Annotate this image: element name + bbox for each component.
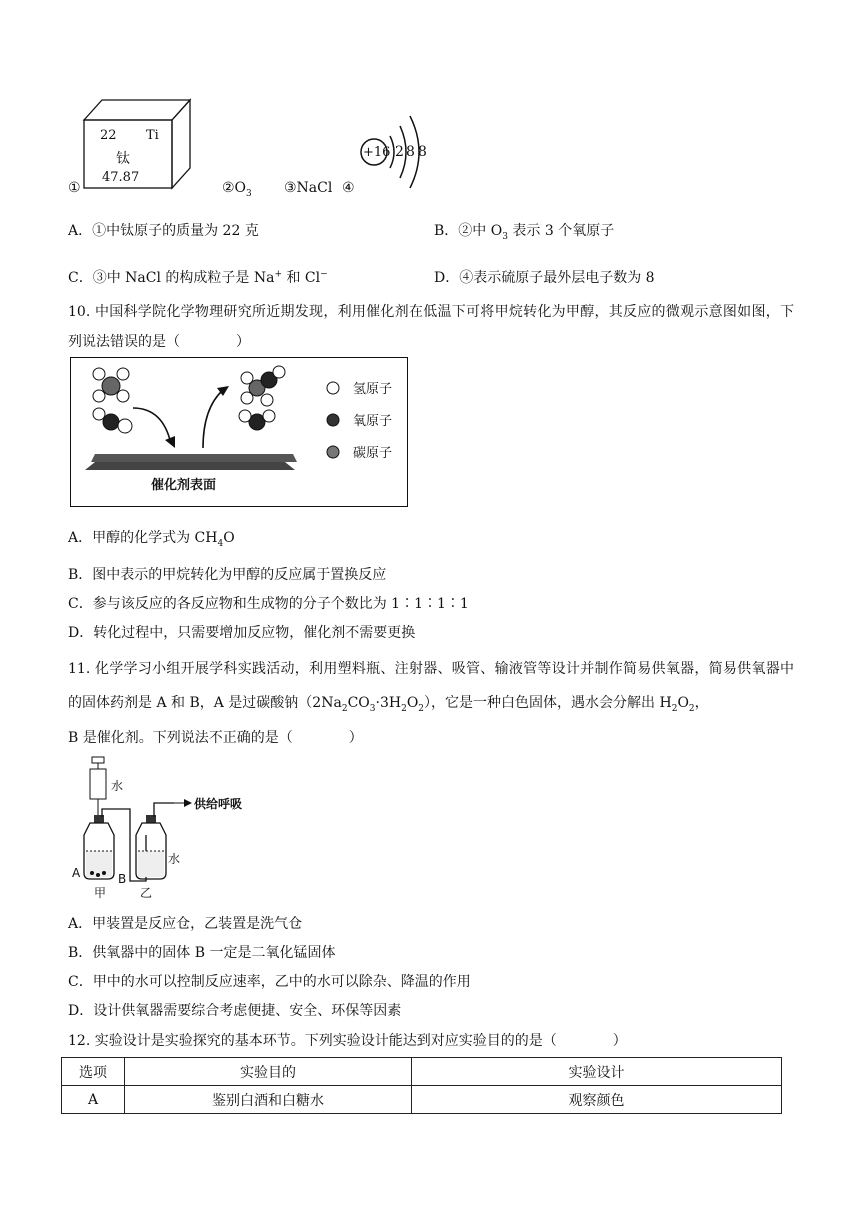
cell-design: 观察颜色 (412, 1086, 782, 1114)
figure-label-2: $②O_3$ (222, 180, 252, 199)
figure-label-4: ④ (342, 180, 355, 196)
q11-stem: 11. 化学学习小组开展学科实践活动，利用塑料瓶、注射器、吸管、输液管等设计并制作简易供氧器，简易供氧器中的固体药剂是 A 和 B，A 是过碳酸钠$(2Na_2CO_3\cdot 3H_2O_2)$，它是一种白色固体，遇水会分解出 $H_2O_2$， (68, 661, 794, 714)
q10-option-d: D．转化过程中，只需要增加反应物，催化剂不需要更换 (68, 625, 416, 641)
table-header-row (62, 1058, 782, 1086)
fig-water-1: 水 (111, 779, 124, 793)
atom-shell-2: 8 (406, 144, 415, 160)
experiment-table (61, 1057, 782, 1114)
table-row (62, 1086, 782, 1114)
fig-label-b: B (118, 872, 127, 886)
atom-shell-1: 2 (395, 144, 404, 160)
q10-option-b: B．图中表示的甲烷转化为甲醇的反应属于置换反应 (68, 567, 387, 583)
hydrogen-legend-icon (327, 382, 339, 394)
legend-hydrogen: 氢原子 (353, 382, 393, 397)
header-purpose: 实验目的 (125, 1058, 412, 1086)
titanium-element-tile (80, 96, 200, 192)
q11-option-a: A．甲装置是反应仓，乙装置是洗气仓 (68, 916, 303, 932)
tile-mass: 47.87 (102, 170, 140, 185)
fig-label-jia: 甲 (94, 886, 107, 900)
legend-carbon: 碳原子 (353, 446, 393, 461)
q10-option-c: C．参与该反应的各反应物和生成物的分子个数比为 1∶1∶1∶1 (68, 596, 469, 612)
tile-name: 钛 (116, 151, 130, 167)
q9-option-b: B．②中 $O_3$ 表示 3 个氧原子 (434, 223, 615, 242)
catalyst-surface-label: 催化剂表面 (151, 478, 217, 493)
tile-symbol: Ti (146, 128, 159, 143)
header-option: 选项 (62, 1058, 125, 1086)
atom-nucleus: +16 (363, 145, 391, 160)
q10-option-a: A．甲醇的化学式为 $CH_4O$ (68, 530, 235, 549)
cell-option: A (62, 1086, 125, 1114)
carbon-legend-icon (327, 446, 339, 458)
q10-stem: 10. 中国科学院化学物理研究所近期发现，利用催化剂在低温下可将甲烷转化为甲醇，其反应的微观示意图如图，下列说法错误的是（ ） (68, 304, 794, 350)
legend-oxygen: 氧原子 (353, 414, 393, 429)
cell-purpose: 鉴别白酒和白糖水 (125, 1086, 412, 1114)
q11-option-c: C．甲中的水可以控制反应速率，乙中的水可以除杂、降温的作用 (68, 974, 471, 990)
q9-option-a: A．①中钛原子的质量为 22 克 (68, 223, 259, 239)
fig-supply: 供给呼吸 (194, 797, 243, 811)
atom-shell-3: 8 (418, 144, 427, 160)
q12-stem: 12. 实验设计是实验探究的基本环节。下列实验设计能达到对应实验目的的是（ ） (68, 1033, 627, 1049)
oxygen-generator-diagram (70, 755, 270, 903)
fig-water-2: 水 (168, 852, 181, 866)
q11-option-b: B．供氧器中的固体 B 一定是二氧化锰固体 (68, 945, 336, 961)
figure-label-1: ① (68, 180, 81, 196)
header-design: 实验设计 (412, 1058, 782, 1086)
tile-number: 22 (100, 128, 117, 143)
q9-option-d: D．④表示硫原子最外层电子数为 8 (434, 270, 655, 286)
reaction-diagram (70, 357, 408, 507)
q11-stem-last: B 是催化剂。下列说法不正确的是（ ） (68, 730, 363, 746)
oxygen-legend-icon (327, 414, 339, 426)
q9-option-c: C．③中 NaCl 的构成粒子是 Na+ 和 Cl− (68, 269, 328, 286)
q11-option-d: D．设计供氧器需要综合考虑便捷、安全、环保等因素 (68, 1003, 402, 1019)
fig-label-a: A (72, 866, 81, 880)
figure-label-3: ③NaCl (284, 180, 333, 196)
fig-label-yi: 乙 (140, 886, 153, 900)
